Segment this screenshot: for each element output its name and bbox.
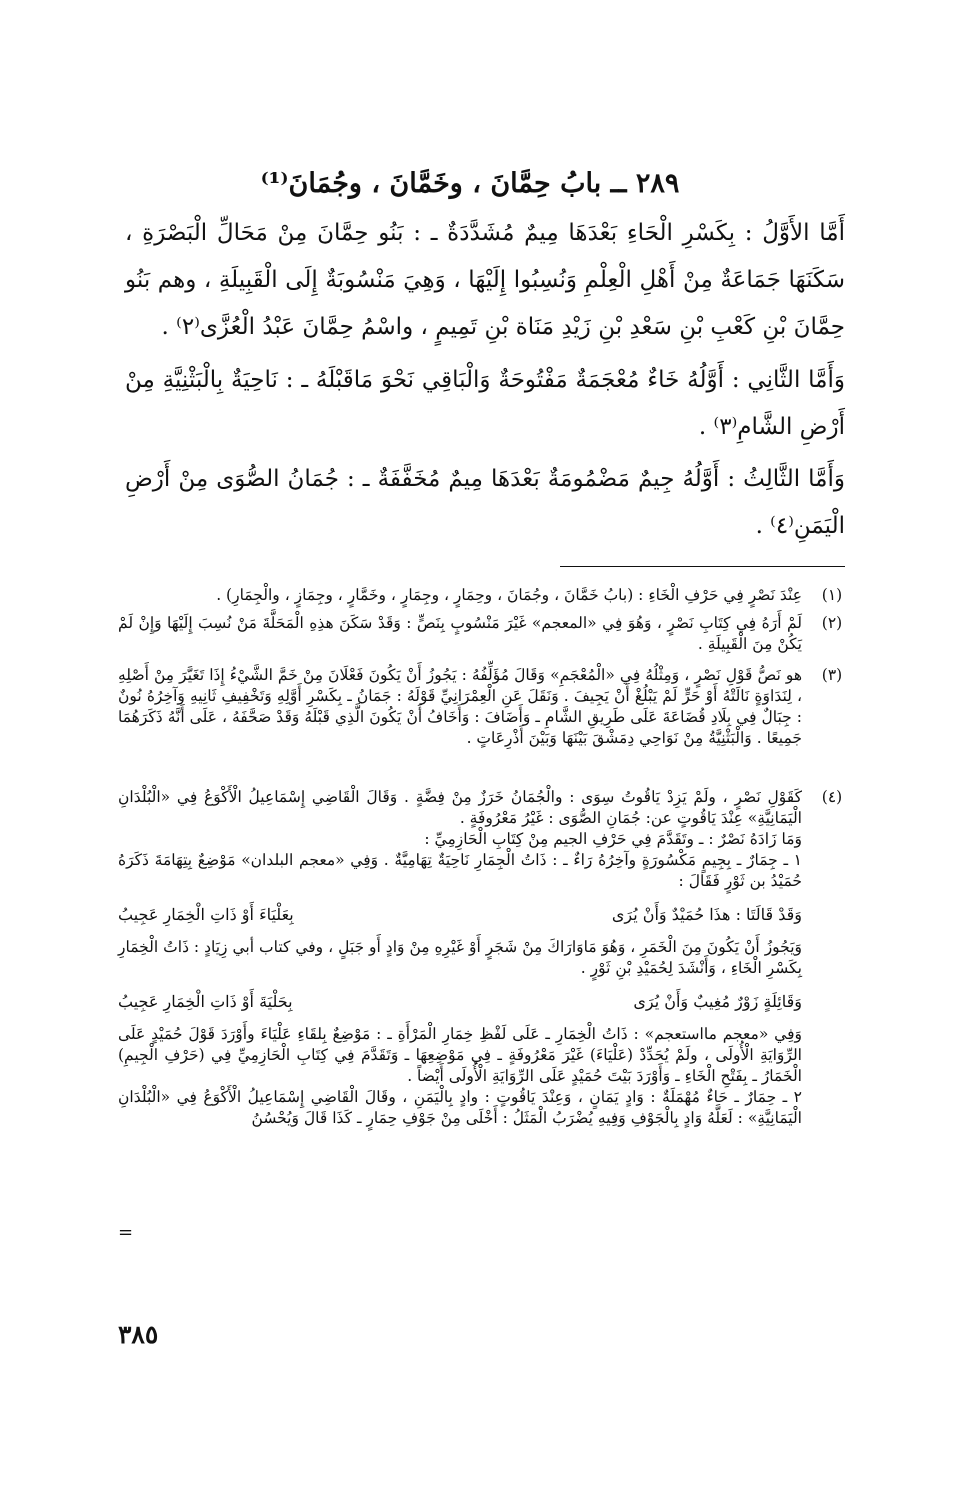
footnote-1-text: عِنْدَ نَصْرٍ فِي حَرْفِ الْخَاءِ : (بابُ خَمَّانَ ، وجُمَانَ ، وحِمَارٍ ، وجِمَارٍ ، وخَمَّارٍ ، وجِمَازٍ ، والْجِمَارِ) . [216,586,802,604]
chapter-title: ٢٨٩ ــ بابُ حِمَّانَ ، وخَمَّانَ ، وجُمَانَ⁽¹⁾ [260,168,680,199]
footnote-4-commentary: وَيَجُوزُ أَنْ يَكُونَ مِنَ الْخَمَرِ ، وَهُوَ مَاوَارَاكَ مِنْ شَجَرٍ أَوْ غَيْرِهِ مِنْ وَادٍ أَو جَبَلٍ ، وفي كتاب أبي زِيَادٍ : ذَاتُ الْخِمَارِ بِكَسْرِ الْخَاءِ ، وَأَنْشَدَ لِحُمَيْدِ بْنِ ثَوْرٍ . [118,938,802,977]
page-number: ٣٨٥ [118,1320,159,1349]
verse-1-first-hemistich: وَقَدْ قَالَتَا : هذَا حُمَيْدٌ وَأَنْ يُرَى [611,905,802,924]
footnote-4-item-1: ١ ـ جِمَارٌ ـ بِجِيمٍ مَكْسُورَةٍ وآخِرُهُ رَاءٌ ـ : ذَاتُ الْجِمَارِ نَاحِيَةٌ تِهَامِيَّةٌ . وَفِي «معجم البلدان» مَوْضِعٌ بِتِهَامَةَ ذَكَرَهُ حُمَيْدُ بن ثَوْرٍ فَقَالَ : [118,851,802,890]
verse-2-first-hemistich: وَقَائِلَةٍ زَوْرٌ مُغِيبٌ وَأَنْ يُرَى [633,992,802,1011]
verse-2-second-hemistich: بِحَلْيَةَ أَوْ ذَاتِ الْخِمَارِ عَجِيبُ [118,992,293,1011]
footnote-4-additions: وَمَا زَادَهُ نَصْرٌ : ـ وتَقَدَّمَ فِي حَرْفِ الجيم مِنْ كِتَابِ الْحَازِمِيِّ : [424,830,802,848]
footnote-2 [118,613,850,655]
footnote-4 [118,787,850,1129]
footnote-3 [118,665,850,749]
continuation-mark: = [118,1222,134,1243]
paragraph-second: وَأَمَّا الثَّانِي : أَوَّلُهُ خَاءٌ مُعْجَمَةٌ مَفْتُوحَةٌ وَالْبَاقِي نَحْوَ مَاقَبْلَهُ ـ : نَاحِيَةٌ بِالْبَثْنِيَّةِ مِنْ أَرْضِ الشَّامِ⁽٣⁾ . [125,367,845,440]
footnote-4-item-2: ٢ ـ حِمَارٌ ـ حَاءٌ مُهْمَلَةٌ : وَادٍ يَمَانٍ ، وَعِنْدَ يَاقُوتٍ : وادٍ بِالْيَمَنِ ، وقَالَ الْقَاضِي إِسْمَاعِيلُ الْأَكْوَعُ فِي «الْبُلْدَانِ الْيَمَانِيَّةِ» : لَعَلَّهُ وَادٍ بِالْجَوْفِ وَفِيهِ يُضْرَبُ الْمَثَلُ : أَخْلَى مِنْ جَوْفِ حِمَارٍ ـ كَذَا قَالَ وَيُحْسُنُ [118,1088,802,1127]
footnote-4-text: كَقَوْلِ نَصْرٍ ، ولَمْ يَزِدْ يَاقُوتُ سِوَى : والْجُمَانُ خَرَزٌ مِنْ فِضَّةٍ . وَقَالَ الْقَاضِي إِسْمَاعِيلُ الْأَكْوَعُ فِي «الْبُلْدَانِ الْيَمَانِيَّةِ» عِنْدَ يَاقُوتٍ عن: جُمَانِ الصُّوَى : غَيْرُ مَعْرُوفَةٍ . [118,788,802,827]
footnote-divider [560,566,845,567]
footnote-1-number: (١) [821,586,843,604]
paragraph-first: أَمَّا الأَوَّلُ : بِكَسْرِ الْحَاءِ بَعْدَهَا مِيمٌ مُشَدَّدَةٌ ـ : بَنُو حِمَّانَ مِنْ مَحَالِّ الْبَصْرَةِ ، سَكَنَهَا جَمَاعَةٌ مِنْ أَهْلِ الْعِلْمِ وَنُسِبُوا إِلَيْهَا ، وَهِيَ مَنْسُوبَةٌ إِلَى الْقَبِيلَةِ ، وهم بَنُو حِمَّانَ بْنِ كَعْبِ بْنِ سَعْدِ بْنِ زَيْدِ مَنَاة بْنِ تَمِيمٍ ، واسْمُ حِمَّانَ عَبْدُ الْعُزَّى⁽٢⁾ . [125,220,845,340]
verse-2 [118,979,802,1024]
footnote-2-number: (٢) [821,614,843,632]
footnote-1 [118,585,850,606]
footnote-4-mu-jam-note: وَفِي «معجم مااستعجم» : ذَاتُ الْخِمَارِ ـ عَلَى لَفْظِ خِمَارِ الْمَرْأَةِ ـ : مَوْضِعٌ بِلقَاءِ عَلْيَاءَ وأَوْرَدَ قَوْلَ حُمَيْدٍ عَلَى الرِّوَايَةِ الْأُولَى ، ولَمْ يُحَدِّدْ (عَلْيَاءَ) غَيْرَ مَعْرُوفَةٍ ـ فِي مَوْضِعِهَا ـ وَتَقَدَّمَ فِي كِتَابِ الْحَازِمِيِّ فِي (حَرْفِ الْجِيمِ) الْخَمَارُ ـ بِفَتْحِ الْخَاءِ ـ وَأَوْرَدَ بَيْتَ حُمَيْدٍ عَلَى الرِّوَايَةِ الْأُولَى أَيْضاً . [118,1025,802,1085]
verse-1 [118,892,802,937]
footnote-2-text: لَمْ أَرَهُ فِي كِتَابِ نَصْرٍ ، وَهُوَ فِي «المعجم» غَيْرَ مَنْسُوبٍ بِنَصٍّ : وَقَدْ سَكَنَ هذِهِ الْمَحَلَّةَ مَنْ نُسِبَ إِلَيْهَا وَإِنْ لَمْ يَكُنْ مِنَ الْقَبِيلَةِ . [118,614,802,653]
footnote-4-number: (٤) [821,788,843,806]
paragraph-third: وَأَمَّا الثَّالِثُ : أَوَّلُهُ جِيمٌ مَضْمُومَةٌ بَعْدَهَا مِيمٌ مُخَفَّفَةٌ ـ : جُمَانُ الصُّوَى مِنْ أَرْضِ الْيَمَنِ⁽٤⁾ . [125,466,845,539]
footnote-3-number: (٣) [821,666,843,684]
footnote-3-text: هو نَصُّ قَوْلِ نَصْرٍ ، وَمِثْلُهُ فِي «الْمُعْجَمِ» وَقَالَ مُؤَلِّفُهُ : يَجُوزُ أَنْ يَكُونَ فَعْلَانَ مِنْ خَمَّ الشَّيْءُ إِذَا تَغَيَّرَ مِنْ أَصْلِهِ ، لِنَدَاوَةٍ نَالَتْهُ أَوْ حَرٍّ لَمْ يَبْلُغْ أَنْ يَجِيفَ . وَنَقَلَ عَنِ الْعِمْرَانِيِّ قَوْلَهُ : جَمَانُ ـ بِكَسْرِ أَوَّلِهِ وَتَخْفِيفِ ثَانِيهِ وَآخِرُهُ نُونٌ : جِبَالٌ فِي بِلَادِ قُضَاعَةَ عَلَى طَرِيقِ الشَّامِ ـ وَأَضَافَ : وَأَخَافُ أَنْ يَكُونَ الَّذِي قَبْلَهُ وَقَدْ صَحَّفَهُ ، عَلَى أَنَّهُ ذَكَرَهُمَا جَمِيعًا . وَالْبَثْنِيَّةُ مِنْ نَوَاحِي دِمَشْقَ بَيْنَهَا وَبَيْنَ أَذْرِعَاتٍ . [118,666,802,747]
verse-1-second-hemistich: بِعَلْيَاءَ أَوْ ذَاتِ الْخِمَارِ عَجِيبُ [118,905,294,924]
